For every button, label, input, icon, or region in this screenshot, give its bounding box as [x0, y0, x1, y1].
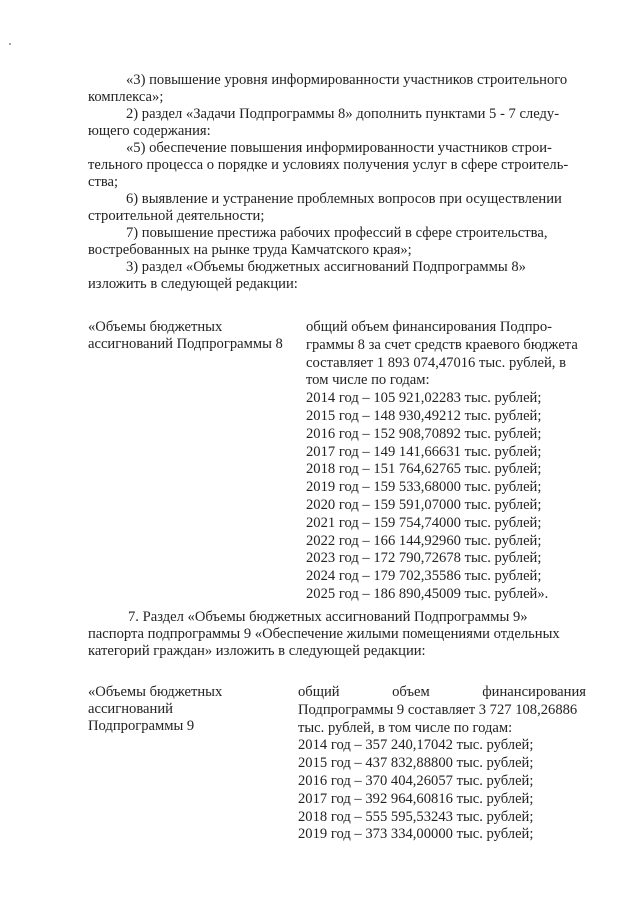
section7-line-1: 7. Раздел «Объемы бюджетных ассигнований Подпрограммы 9» — [128, 609, 528, 625]
intro-line-6: тельного процесса о порядке и условиях получения услуг в сфере строитель- — [88, 157, 569, 173]
table8-desc-line-1: общий объем финансирования Подпро- — [306, 319, 552, 335]
intro-line-11: востребованных на рынке труда Камчатского края»; — [88, 242, 412, 258]
table9-desc-line-1 — [298, 684, 586, 702]
intro-line-12: 3) раздел «Объемы бюджетных ассигнований Подпрограммы 8» — [126, 259, 526, 275]
table9-label-line-1: «Объемы бюджетных — [88, 684, 223, 700]
table8-description — [306, 319, 578, 604]
intro-line-9: строительной деятельности; — [88, 208, 265, 224]
table9-year-2016: 2016 год – 370 404,26057 тыс. рублей; — [298, 772, 534, 789]
intro-line-13: изложить в следующей редакции: — [88, 276, 298, 292]
table9-desc-line-2: Подпрограммы 9 составляет 3 727 108,26886 — [298, 701, 578, 718]
table8-year-2020: 2020 год – 159 591,07000 тыс. рублей; — [306, 496, 542, 513]
table9-year-2018: 2018 год – 555 595,53243 тыс. рублей; — [298, 808, 534, 825]
intro-block — [88, 72, 592, 293]
table8-year-2018: 2018 год – 151 764,62765 тыс. рублей; — [306, 461, 542, 478]
scan-speck — [9, 43, 11, 45]
table8-label-line-2: ассигнований Подпрограммы 8 — [88, 336, 283, 352]
table9-label-line-3: Подпрограммы 9 — [88, 718, 195, 734]
table8-label-line-1: «Объемы бюджетных — [88, 319, 223, 335]
table9-year-2015: 2015 год – 437 832,88800 тыс. рублей; — [298, 755, 534, 772]
intro-line-1: «3) повышение уровня информированности участников строительного — [126, 72, 568, 88]
table8-year-2024: 2024 год – 179 702,35586 тыс. рублей; — [306, 568, 542, 585]
section7-block — [88, 609, 592, 660]
table9-desc-word-2: объем — [392, 684, 430, 700]
section7-line-2: паспорта подпрограммы 9 «Обеспечение жилыми помещениями отдельных — [88, 626, 560, 642]
table9-desc-word-1: общий — [298, 684, 340, 700]
table9-label-line-2: ассигнований — [88, 701, 173, 717]
table8-year-2016: 2016 год – 152 908,70892 тыс. рублей; — [306, 425, 542, 442]
table8-label — [88, 319, 283, 353]
intro-line-10: 7) повышение престижа рабочих профессий в сфере строительства, — [126, 225, 548, 241]
table9-description — [298, 684, 586, 844]
table8-year-2014: 2014 год – 105 921,02283 тыс. рублей; — [306, 390, 542, 407]
table8-desc-line-2: граммы 8 за счет средств краевого бюджета — [306, 336, 578, 353]
table8-year-2019: 2019 год – 159 533,68000 тыс. рублей; — [306, 479, 542, 496]
table8-year-2025: 2025 год – 186 890,45009 тыс. рублей». — [306, 585, 549, 602]
table9-desc-line-3: тыс. рублей, в том числе по годам: — [298, 719, 513, 736]
table9-desc-word-3: финансирования — [482, 684, 586, 700]
table9-year-2017: 2017 год – 392 964,60816 тыс. рублей; — [298, 790, 534, 807]
table9-year-2014: 2014 год – 357 240,17042 тыс. рублей; — [298, 737, 534, 754]
section7-line-3: категорий граждан» изложить в следующей редакции: — [88, 643, 426, 659]
table8-desc-line-4: том числе по годам: — [306, 372, 430, 389]
intro-line-5: «5) обеспечение повышения информированности участников строи- — [126, 140, 552, 156]
table8-desc-line-3: составляет 1 893 074,47016 тыс. рублей, в — [306, 354, 566, 371]
table9-year-2019: 2019 год – 373 334,00000 тыс. рублей; — [298, 826, 534, 843]
table8-year-2023: 2023 год – 172 790,72678 тыс. рублей; — [306, 550, 542, 567]
intro-line-4: ющего содержания: — [88, 123, 211, 139]
intro-line-2: комплекса»; — [88, 89, 164, 105]
intro-line-8: 6) выявление и устранение проблемных вопросов при осуществлении — [126, 191, 562, 207]
table9-label — [88, 684, 222, 735]
intro-line-3: 2) раздел «Задачи Подпрограммы 8» дополнить пунктами 5 - 7 следу- — [126, 106, 560, 122]
table8-year-2021: 2021 год – 159 754,74000 тыс. рублей; — [306, 514, 542, 531]
table8-year-2022: 2022 год – 166 144,92960 тыс. рублей; — [306, 532, 542, 549]
intro-line-7: ства; — [88, 174, 119, 190]
table8-year-2015: 2015 год – 148 930,49212 тыс. рублей; — [306, 407, 542, 424]
table8-year-2017: 2017 год – 149 141,66631 тыс. рублей; — [306, 443, 542, 460]
